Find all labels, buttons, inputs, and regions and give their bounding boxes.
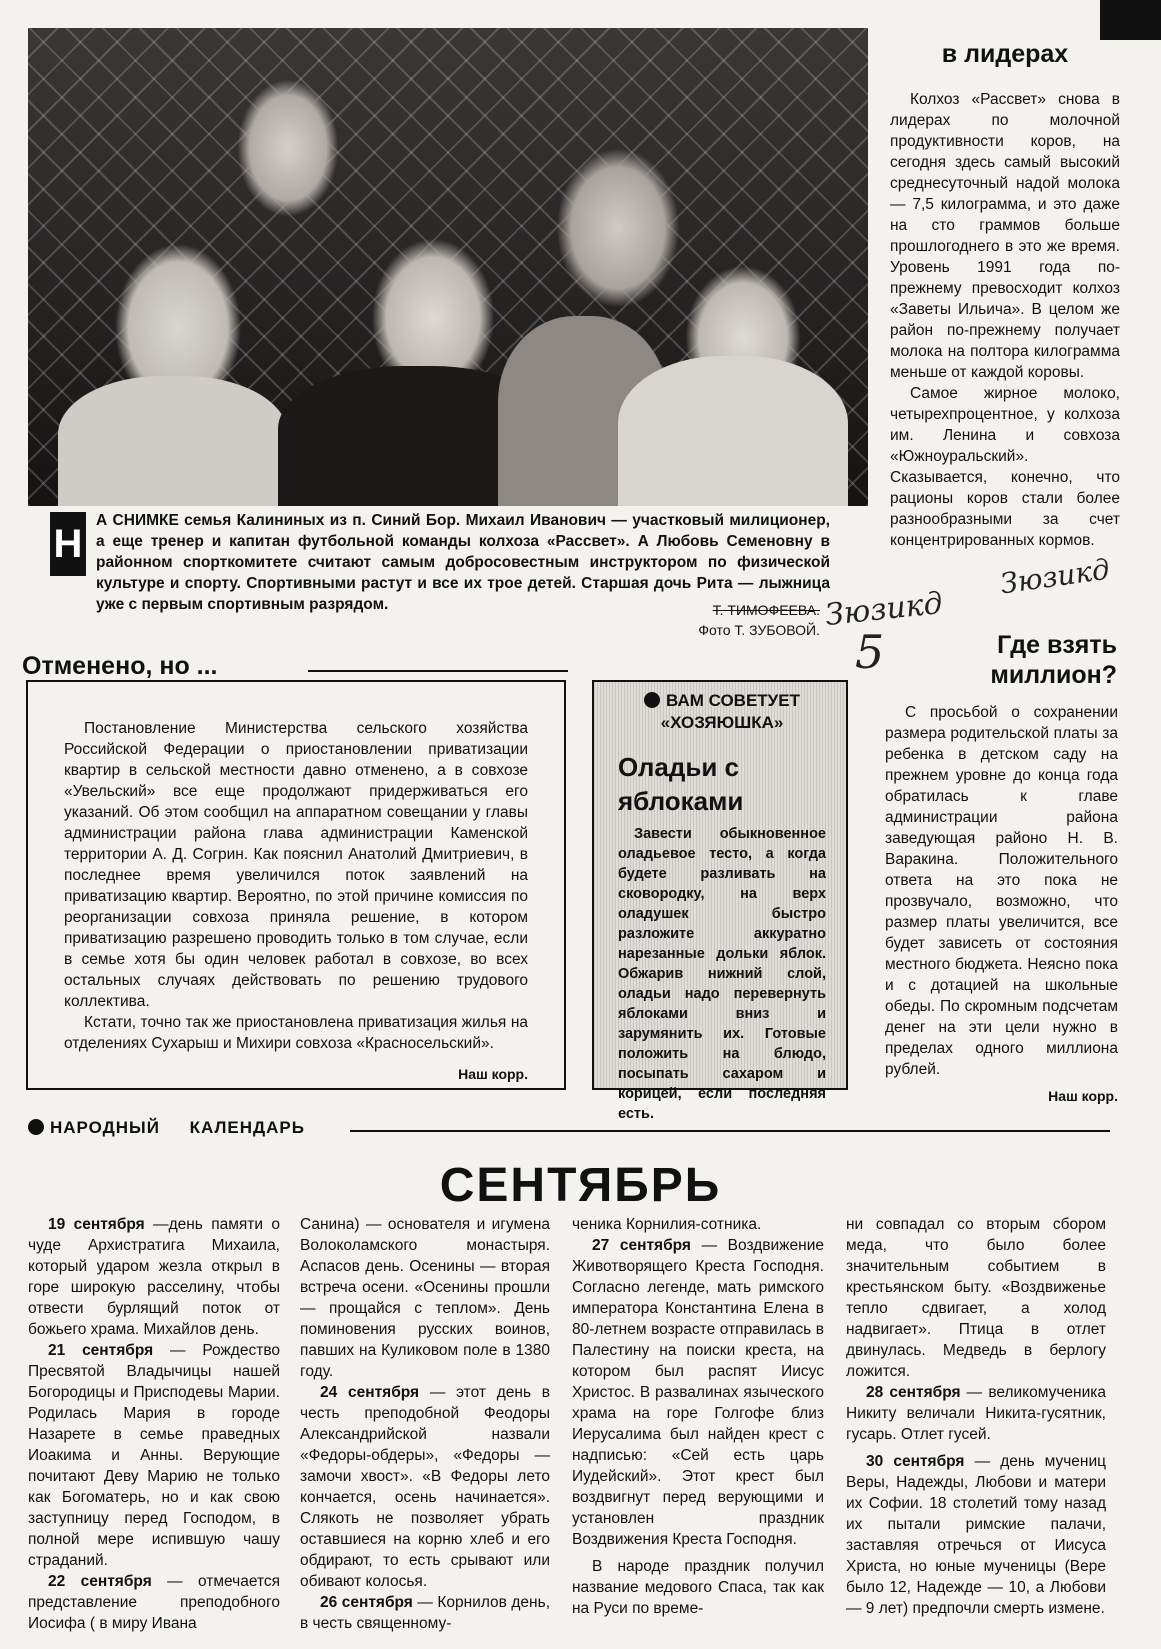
bullet-icon bbox=[644, 692, 660, 708]
photo-credit: Фото Т. ЗУБОВОЙ. bbox=[698, 622, 820, 638]
recipe-text: Завести обыкновенное оладьевое тесто, а когда будете разливать на сковородку, на верх оладушек быстро разложите аккуратно нарезанные дольки яблок. Обжарив нижний слой, оладьи надо перевернуть яблоками вниз и зарумянить их. Готовые положить на блюдо, посыпать сахаром и корицей, если последняя есть. bbox=[618, 826, 826, 1122]
handwritten-signature: Зюзикд bbox=[823, 585, 945, 634]
calendar-entry: 21 сентября — Рождество Пресвятой Владычицы нашей Богородицы и Присподевы Марии. Родилась Мария в городе Назарете в семье праведных Иоакима и Анны. Верующие почитают Деву Марию не только как Богоматерь, но и как свою заступницу перед Господом, в полной мере испившую чашу страданий. bbox=[28, 1342, 280, 1569]
handwritten-signature: Зюзикд bbox=[998, 552, 1112, 601]
cancelled-article-paragraph-1: Постановление Министерства сельского хозяйства Российской Федерации о приостановлении приватизации квартир в сельской местности давно отменено, а в совхозе «Увельский» все еще продолжают придерживаться его указаний. Об этом сообщил на аппаратном совещании у главы администрации района глава администрации Каменской территории А. Д. Согрин. Как пояснил Анатолий Дмитриевич, в последнее время увеличился поток заявлений на приватизацию квартир. Вероятно, по этой причине комиссия по реорганизации совхоза приняла решение, в котором приватизацию разрешено проводить только в том случае, если в семье хотя бы один человек работал в совхозе, во всех остальных случаях действовать по решению трудового коллектива. bbox=[64, 720, 528, 1010]
calendar-title: СЕНТЯБРЬ bbox=[439, 1159, 722, 1212]
recipe-title: Оладьи с яблоками bbox=[618, 752, 744, 816]
calendar-entry: 22 сентября — отмечается представление преподобного Иосифа ( в миру Ивана bbox=[28, 1573, 281, 1632]
calendar-entry: 27 сентября — Воздвижение Животворящего Креста Господня. Согласно легенде, мать римского императора Константина Елена в 80-летнем возрасте отправилась в Палестину на поиски креста, на котором был распят Иисус Христос. В развалинах языческого храма на горе Голгофе близ Иерусалима был найден крест с надписью: «Сей есть царь Иудейский». Этот крест был воздвигнут перед верующими и установлен праздник Воздвижения Креста Господня. bbox=[572, 1237, 824, 1548]
calendar-column-3 bbox=[572, 1214, 824, 1619]
calendar-column-4 bbox=[846, 1214, 1106, 1619]
cancelled-article-headline: Отменено, но ... bbox=[22, 652, 218, 680]
calendar-entry: 24 сентября — этот день в честь преподобной Феодоры Александрийской назвали «Федоры-обдеры», «Федоры — замочи хвост». «В Федоры лето кончается, осень начинается». Слякоть не позволяет убрать оставшиеся на корню хлеб и его обдирают, то есть срывают или обивают колосья. bbox=[300, 1384, 550, 1590]
million-article-byline: Наш корр. bbox=[1048, 1088, 1118, 1104]
bullet-icon bbox=[28, 1119, 44, 1135]
page-edge bbox=[1100, 0, 1161, 40]
cancelled-article-byline: Наш корр. bbox=[458, 1066, 528, 1082]
million-article-headline: Где взять миллион? bbox=[990, 631, 1117, 689]
caption-text: семья Калининых из п. Синий Бор. Михаил Иванович — участковый милиционер, а еще тренер и капитан футбольной команды колхоза «Рассвет». А Любовь Семеновну в районном спорткомитете считают самым добросовестным инструктором по физической культуре и спорту. Спортивными растут и все их трое детей. Старшая дочь Рита — лыжница уже с первым спортивным разрядом. bbox=[96, 512, 830, 613]
calendar-entry: Санина) — основателя и игумена Волоколамского монастыря. Аспасов день. Осенины — вторая встреча осени. «Осенины прошли — прощайся с теплом». День поминовения русских воинов, павших на Куликовом поле в 1380 году. bbox=[300, 1216, 550, 1380]
calendar-entry: 19 сентября —день памяти о чуде Архистратига Михаила, который ударом жезла открыл в горе широкую расселину, чтобы отвести бурлящий поток от божьего храма. Михайлов день. bbox=[28, 1216, 280, 1338]
calendar-entry: 28 сентября — великомученика Никиту величали Никита-гусятник, гусарь. Отлет гусей. bbox=[846, 1384, 1106, 1443]
calendar-entry: 26 сентября — Корнилов день, в честь священному- bbox=[300, 1594, 550, 1632]
cancelled-article-paragraph-2: Кстати, точно так же приостановлена приватизация жилья на отделениях Сухарыш и Михири совхоза «Красносельский». bbox=[64, 1014, 528, 1052]
million-article-text: С просьбой о сохранении размера родительской платы за ребенка в детском саду на прежнем уровне до конца года обратилась к главе администрации района заведующая районо Н. В. Варакина. Положительного ответа на это пока не прозвучало, возможно, что размер платы увеличится, все будет зависеть от состояния местного бюджета. Неясно пока и с дотацией на школьные обеды. По скромным подсчетам денег на эти цели нужно в пределах одного миллиона рублей. bbox=[885, 704, 1118, 1078]
calendar-entry: ни совпадал со вторым сбором меда, что было более значительным событием в крестьянском быту. «Воздвиженье тепло сдвигает, а холод надвигает». Птица в отлет двинулась. Медведь в берлогу ложится. bbox=[846, 1216, 1106, 1380]
cancelled-article bbox=[26, 680, 566, 1090]
family-photo bbox=[28, 28, 868, 506]
calendar-column-2 bbox=[300, 1214, 550, 1634]
calendar-rubric-text: НАРОДНЫЙ КАЛЕНДАРЬ bbox=[50, 1118, 305, 1137]
calendar-entry: ченика Корнилия-сотника. bbox=[572, 1216, 762, 1233]
milk-article-body: Колхоз «Рассвет» снова в лидерах по молочной продуктивности коров, на сегодня здесь самый высокий среднесуточный надой молока — 7,5 килограмма, и это даже на сто граммов больше прошлогоднего в это же время. Уровень 1991 года по-прежнему превосходит колхоз «Заветы Ильича». В целом же район по-прежнему получает молока на полтора килограмма меньше от каждой коровы. bbox=[890, 91, 1120, 381]
calendar-entry: В народе праздник получил название медового Спаса, так как на Руси по време- bbox=[572, 1558, 824, 1617]
header-rule bbox=[308, 670, 568, 672]
milk-article-headline: в лидерах bbox=[941, 40, 1069, 68]
cancelled-article-header bbox=[22, 652, 218, 681]
recipe-box bbox=[592, 680, 848, 1122]
caption-author: Т. ТИМОФЕЕВА. bbox=[712, 602, 820, 618]
caption-lead: А СНИМКЕ bbox=[96, 512, 179, 529]
milk-article-body-2: Самое жирное молоко, четырехпроцентное, у колхоза им. Ленина и совхоза «Южноуральский». Сказывается, конечно, что рационы коров стали более разнообразными за счет концентрированных кормов. bbox=[890, 385, 1120, 549]
calendar-entry: 30 сентября — день мучениц Веры, Надежды, Любови и матери их Софии. 18 столетий тому назад их пытали римские палачи, заставляя отречься от Иисуса Христа, но юные мученицы (Вере было 12, Надежде — 10, а Любови — 9 лет) предпочли смерть измене. bbox=[846, 1453, 1107, 1617]
calendar-column-1 bbox=[28, 1214, 280, 1634]
calendar-rule bbox=[350, 1130, 1110, 1132]
recipe-rubric: ВАМ СОВЕТУЕТ «ХОЗЯЮШКА» bbox=[660, 691, 800, 732]
calendar-rubric bbox=[28, 1118, 305, 1138]
handwritten-number: 5 bbox=[855, 625, 885, 679]
photo-credits bbox=[560, 600, 820, 640]
million-article bbox=[885, 630, 1118, 1104]
caption-drop-letter: Н bbox=[50, 512, 86, 576]
milk-article bbox=[890, 40, 1120, 551]
